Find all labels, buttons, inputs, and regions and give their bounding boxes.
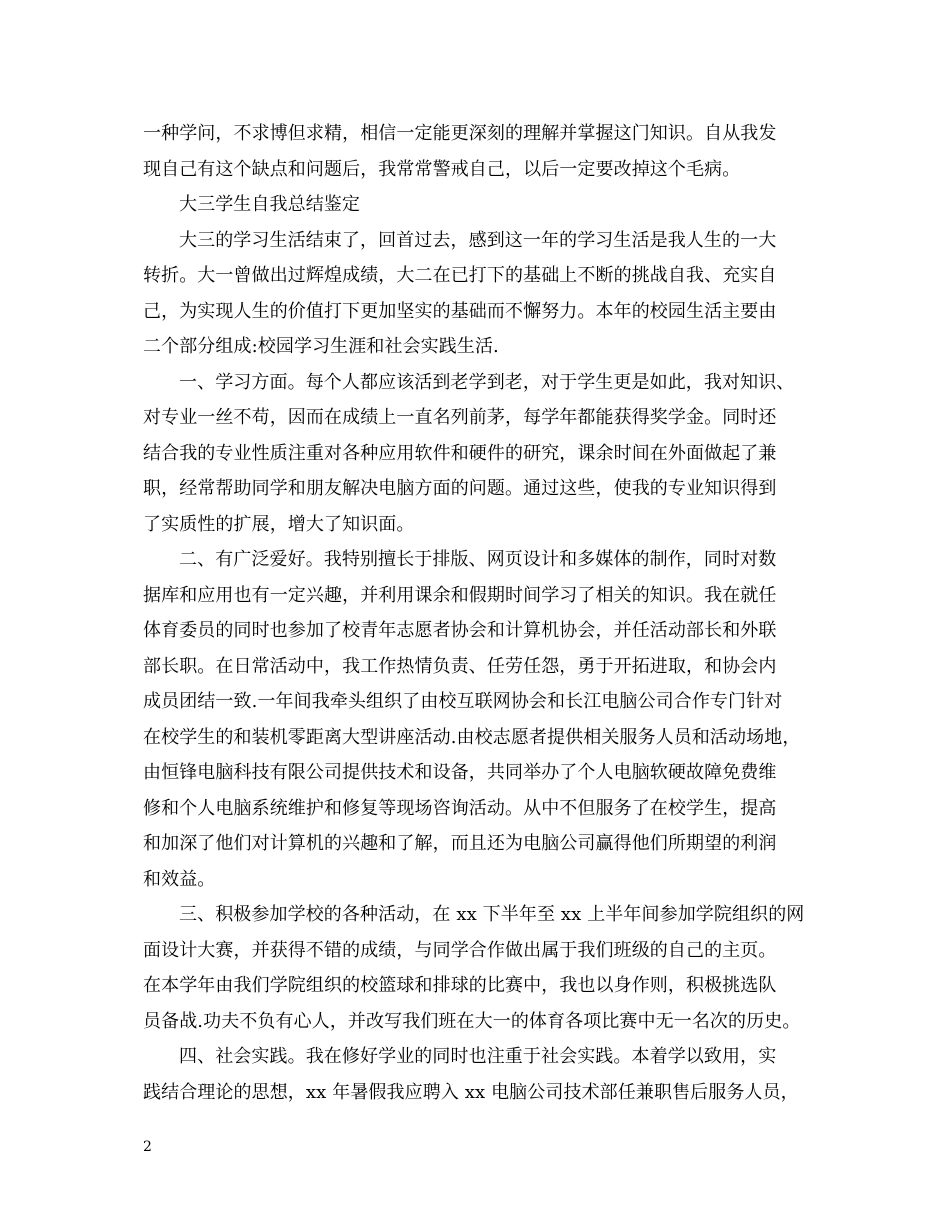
document-body bbox=[143, 116, 823, 1110]
text-line: 二个部分组成:校园学习生涯和社会实践生活. bbox=[143, 336, 499, 357]
page-number: 2 bbox=[143, 1139, 152, 1155]
text-line: 结合我的专业性质注重对各种应用软件和硬件的研究，课余时间在外面做起了兼 bbox=[143, 442, 777, 464]
text-line: 三、积极参加学校的各种活动，在 xx 下半年至 xx 上半年间参加学院组织的网 bbox=[179, 904, 805, 925]
text-line: 职，经常帮助同学和朋友解决电脑方面的问题。通过这些，使我的专业知识得到 bbox=[143, 478, 777, 499]
text-line: 修和个人电脑系统维护和修复等现场咨询活动。从中不但服务了在校学生，提高 bbox=[143, 797, 777, 819]
text-line: 员备战.功夫不负有心人，并改写我们班在大一的体育各项比赛中无一名次的历史。 bbox=[143, 1010, 801, 1032]
text-line: 二、有广泛爱好。我特别擅长于排版、网页设计和多媒体的制作，同时对数 bbox=[179, 549, 777, 570]
text-line: 部长职。在日常活动中，我工作热情负责、任劳任怨，勇于开拓进取，和协会内 bbox=[143, 655, 777, 677]
text-line: 在本学年由我们学院组织的校篮球和排球的比赛中，我也以身作则，积极挑选队 bbox=[143, 975, 777, 996]
text-line: 现自己有这个缺点和问题后，我常常警戒自己，以后一定要改掉这个毛病。 bbox=[143, 158, 741, 180]
text-line: 体育委员的同时也参加了校青年志愿者协会和计算机协会，并任活动部长和外联 bbox=[143, 620, 777, 641]
text-line: 转折。大一曾做出过辉煌成绩，大二在已打下的基础上不断的挑战自我、充实自 bbox=[143, 265, 777, 286]
text-line: 了实质性的扩展，增大了知识面。 bbox=[143, 513, 415, 535]
text-line: 大三学生自我总结鉴定 bbox=[179, 194, 360, 215]
text-line: 践结合理论的思想，xx 年暑假我应聘入 xx 电脑公司技术部任兼职售后服务人员， bbox=[143, 1081, 799, 1103]
text-line: 和效益。 bbox=[143, 868, 216, 890]
text-line: 己，为实现人生的价值打下更加坚实的基础而不懈努力。本年的校园生活主要由 bbox=[143, 300, 777, 322]
text-line: 四、社会实践。我在修好学业的同时也注重于社会实践。本着学以致用，实 bbox=[179, 1046, 777, 1067]
text-line: 成员团结一致.一年间我牵头组织了由校互联网协会和长江电脑公司合作专门针对 bbox=[143, 691, 783, 712]
text-line: 由恒锋电脑科技有限公司提供技术和设备，共同举办了个人电脑软硬故障免费维 bbox=[143, 762, 777, 783]
text-line: 大三的学习生活结束了，回首过去，感到这一年的学习生活是我人生的一大 bbox=[179, 229, 777, 251]
text-line: 在校学生的和装机零距离大型讲座活动.由校志愿者提供相关服务人员和活动场地， bbox=[143, 726, 801, 748]
text-line: 面设计大赛，并获得不错的成绩，与同学合作做出属于我们班级的自己的主页。 bbox=[143, 939, 777, 961]
text-line: 对专业一丝不苟，因而在成绩上一直名列前茅，每学年都能获得奖学金。同时还 bbox=[143, 407, 777, 428]
text-line: 据库和应用也有一定兴趣，并利用课余和假期时间学习了相关的知识。我在就任 bbox=[143, 584, 777, 606]
text-line: 一、学习方面。每个人都应该活到老学到老，对于学生更是如此，我对知识、 bbox=[179, 371, 795, 393]
text-line: 和加深了他们对计算机的兴趣和了解，而且还为电脑公司赢得他们所期望的利润 bbox=[143, 833, 777, 854]
text-line: 一种学问，不求博但求精，相信一定能更深刻的理解并掌握这门知识。自从我发 bbox=[143, 123, 777, 144]
